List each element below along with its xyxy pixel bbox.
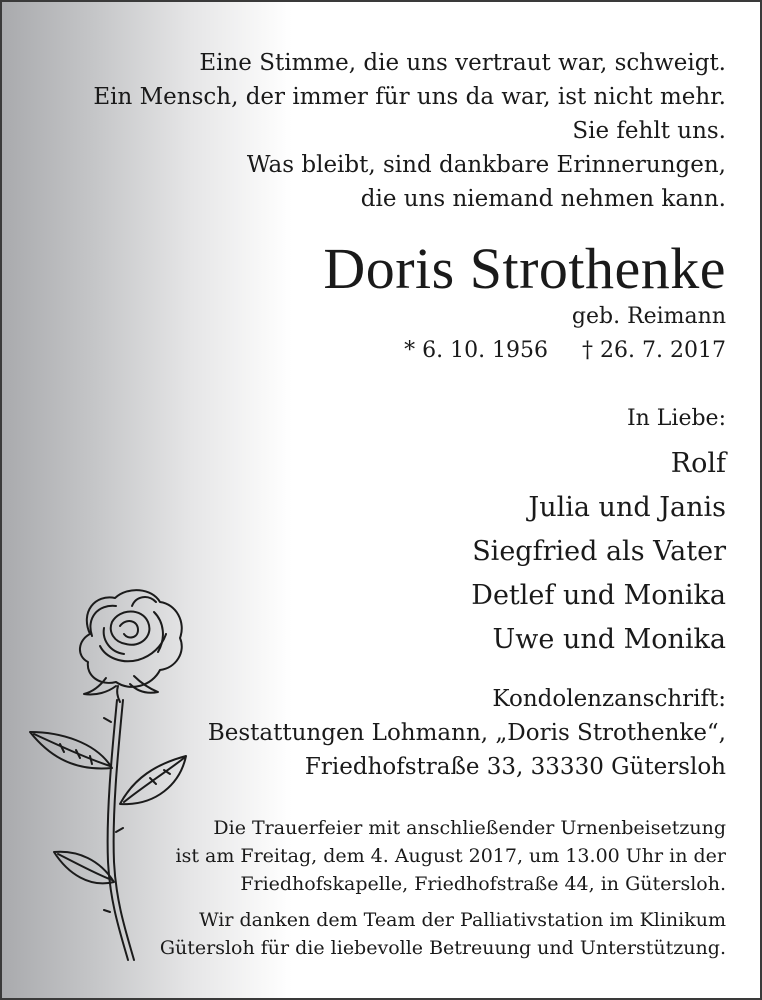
mourners-list (471, 442, 726, 662)
birth-name: geb. Reimann (571, 304, 726, 329)
life-dates (404, 336, 726, 366)
poem-line: Was bleibt, sind dankbare Erinnerungen, (246, 152, 726, 178)
death-date: † 26. 7. 2017 (582, 338, 726, 363)
thanks-line: Wir danken dem Team der Palliativstation im Klinikum (199, 909, 726, 931)
condolence-address (208, 682, 726, 784)
funeral-ceremony-info (176, 814, 726, 898)
mourner-name: Julia und Janis (528, 492, 726, 523)
ceremony-line: Die Trauerfeier mit anschließender Urnenbeisetzung (213, 817, 726, 839)
rose-illustration-icon (20, 582, 200, 972)
mourners-intro: In Liebe: (626, 406, 726, 431)
thanks-line: Gütersloh für die liebevolle Betreuung und Unterstützung. (159, 937, 726, 959)
mourner-name: Rolf (670, 448, 726, 479)
condolence-line: Kondolenzanschrift: (492, 686, 726, 712)
memorial-poem (93, 46, 726, 216)
mourner-name: Siegfried als Vater (472, 536, 726, 567)
ceremony-line: ist am Freitag, dem 4. August 2017, um 13.00 Uhr in der (175, 845, 726, 867)
deceased-name: Doris Strothenke (323, 236, 726, 301)
poem-line: Sie fehlt uns. (572, 118, 726, 144)
mourner-name: Uwe und Monika (492, 624, 726, 655)
poem-line: die uns niemand nehmen kann. (360, 186, 726, 212)
condolence-line: Friedhofstraße 33, 33330 Gütersloh (304, 754, 726, 780)
condolence-line: Bestattungen Lohmann, „Doris Strothenke“, (207, 720, 726, 746)
poem-line: Ein Mensch, der immer für uns da war, ist nicht mehr. (93, 84, 726, 110)
mourner-name: Detlef und Monika (471, 580, 726, 611)
birth-date: * 6. 10. 1956 (404, 338, 549, 363)
ceremony-line: Friedhofskapelle, Friedhofstraße 44, in Gütersloh. (240, 873, 726, 895)
poem-line: Eine Stimme, die uns vertraut war, schweigt. (199, 50, 726, 76)
thanks-note (160, 906, 726, 962)
